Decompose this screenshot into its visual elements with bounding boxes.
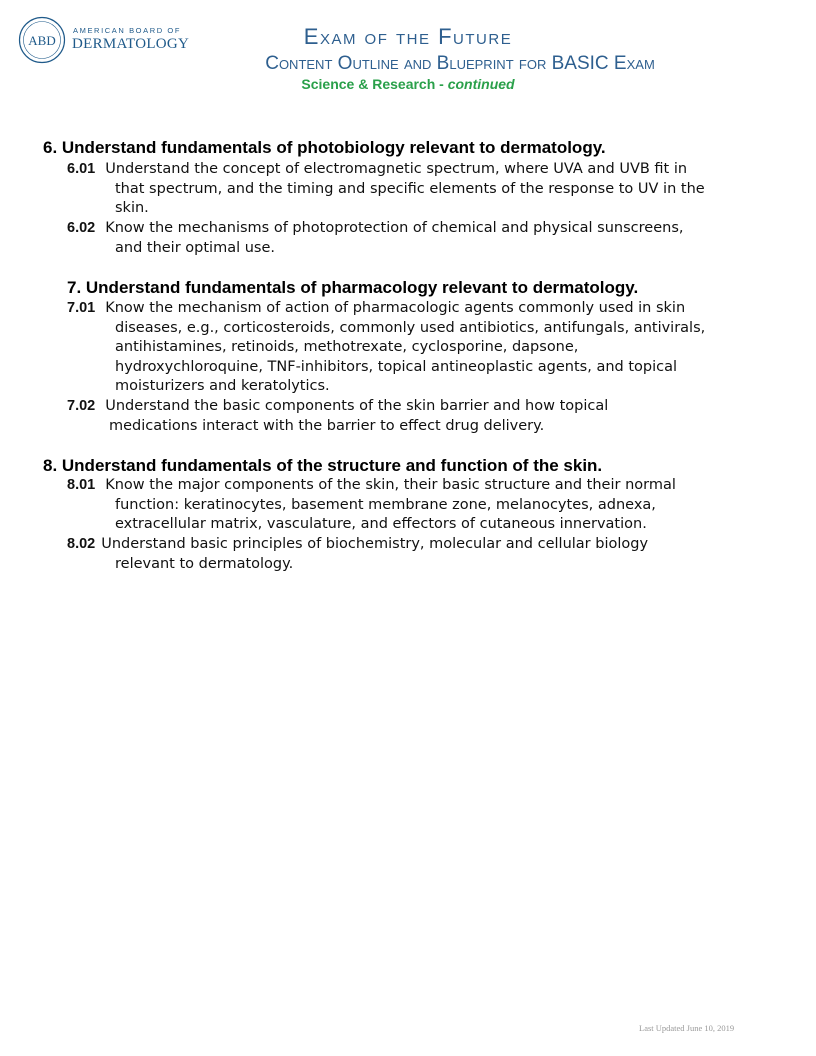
item-text-continued: diseases, e.g., corticosteroids, commonly used antibiotics, antifungals, antivirals, xyxy=(115,319,706,336)
outline-item-8-01 xyxy=(67,476,757,535)
item-number: 7.02 xyxy=(67,398,96,414)
item-text: Understand the concept of electromagnetic spectrum, where UVA and UVB fit in xyxy=(105,161,688,177)
item-text: Understand the basic components of the skin barrier and how topical xyxy=(105,398,609,414)
section-name: Science & Research - xyxy=(301,76,448,92)
section-heading-7: 7. Understand fundamentals of pharmacology relevant to dermatology. xyxy=(67,278,639,297)
logo-org-name: DERMATOLOGY xyxy=(72,36,190,52)
item-number: 8.01 xyxy=(67,477,96,493)
item-text: Know the mechanism of action of pharmacologic agents commonly used in skin xyxy=(105,300,686,316)
seal-text: ABD xyxy=(28,33,56,48)
logo-org-prefix: AMERICAN BOARD OF xyxy=(73,26,182,35)
page-subtitle: Content Outline and Blueprint for BASIC Exam xyxy=(265,53,655,74)
section-label xyxy=(0,76,816,92)
outline-item-6-02 xyxy=(67,219,757,258)
outline-item-7-02 xyxy=(67,397,757,436)
item-text-continued: hydroxychloroquine, TNF-inhibitors, topical antineoplastic agents, and topical xyxy=(115,358,678,375)
item-text-continued: relevant to dermatology. xyxy=(115,555,294,572)
page-title: Exam of the Future xyxy=(303,24,513,49)
item-number: 8.02 xyxy=(67,536,96,552)
item-text: Know the major components of the skin, their basic structure and their normal xyxy=(105,477,676,493)
outline-item-7-01 xyxy=(67,299,757,397)
section-continued: continued xyxy=(447,76,515,92)
outline-item-8-02 xyxy=(67,535,757,574)
item-text-continued: skin. xyxy=(115,200,149,217)
last-updated-footer: Last Updated June 10, 2019 xyxy=(639,1023,735,1033)
item-number: 6.02 xyxy=(67,220,96,236)
section-heading-8: 8. Understand fundamentals of the structure and function of the skin. xyxy=(43,456,603,475)
outline-item-6-01 xyxy=(67,160,757,219)
item-text-continued: and their optimal use. xyxy=(115,239,275,256)
item-text-continued: moisturizers and keratolytics. xyxy=(115,378,330,395)
item-text: Understand basic principles of biochemistry, molecular and cellular biology xyxy=(101,536,649,552)
item-text-continued: extracellular matrix, vasculature, and effectors of cutaneous innervation. xyxy=(115,516,647,533)
item-number: 7.01 xyxy=(67,300,96,316)
item-number: 6.01 xyxy=(67,161,96,177)
item-text-continued: antihistamines, retinoids, methotrexate, cyclosporine, dapsone, xyxy=(115,339,579,356)
item-text-continued: function: keratinocytes, basement membrane zone, melanocytes, adnexa, xyxy=(115,496,656,513)
item-text-continued: medications interact with the barrier to effect drug delivery. xyxy=(109,417,545,434)
item-text-continued: that spectrum, and the timing and specific elements of the response to UV in the xyxy=(115,180,705,197)
section-heading-6: 6. Understand fundamentals of photobiology relevant to dermatology. xyxy=(43,138,606,157)
item-text: Know the mechanisms of photoprotection of chemical and physical sunscreens, xyxy=(105,220,684,236)
